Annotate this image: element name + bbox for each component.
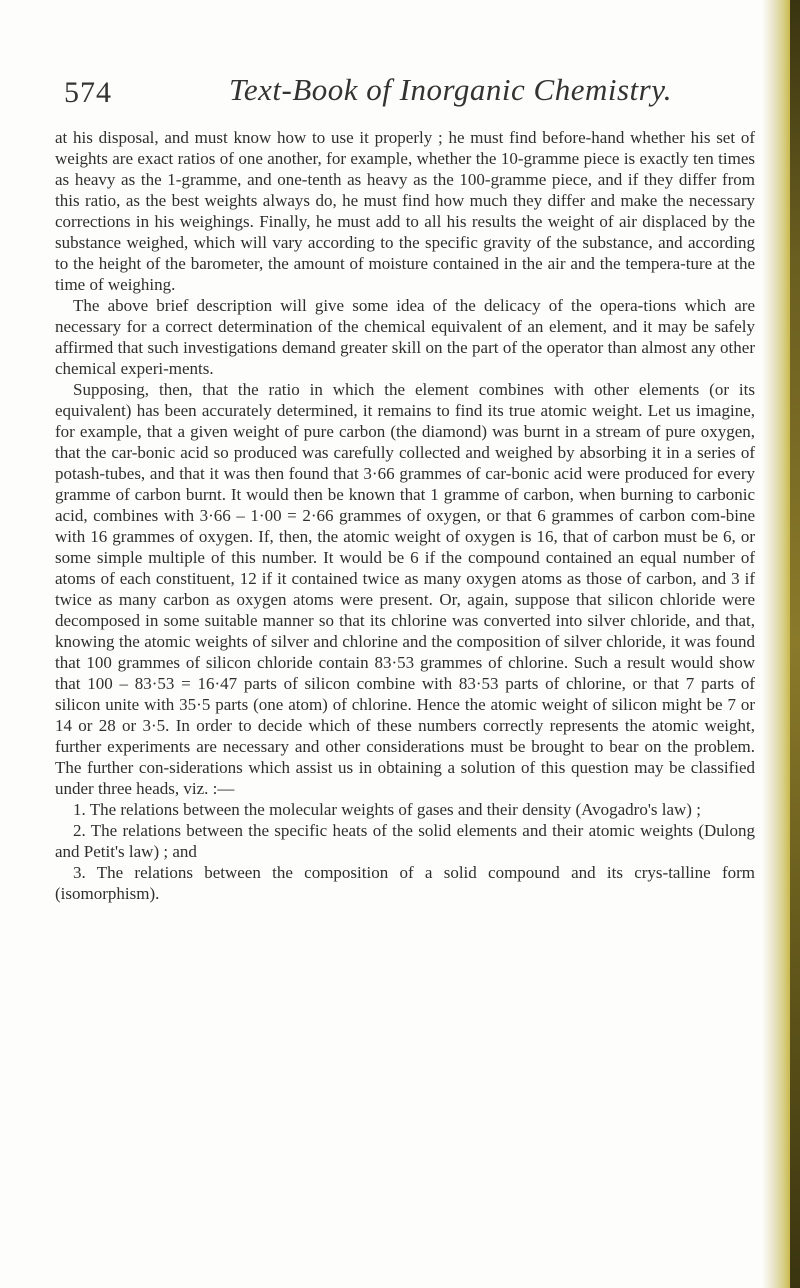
page-edge-binding [790, 0, 800, 1288]
running-title: Text-Book of Inorganic Chemistry. [229, 72, 672, 107]
page-number: 574 [64, 76, 112, 109]
considerations-list [55, 799, 755, 904]
list-item: 2. The relations between the specific heats of the solid elements and their atomic weights (Dulong and Petit's law) ; and [55, 821, 755, 861]
paragraph: The above brief description will give some idea of the delicacy of the opera-tions which are necessary for a correct determination of the chemical equivalent of an element, and it may be safely affirmed that such investigations demand greater skill on the part of the operator than almost any other chemical experi-ments. [55, 296, 755, 378]
list-item: 3. The relations between the composition of a solid compound and its crys-talline form (isomorphism). [55, 863, 755, 903]
list-item: 1. The relations between the molecular weights of gases and their density (Avogadro's law) ; [73, 800, 701, 819]
page-header [64, 72, 754, 116]
paragraph: at his disposal, and must know how to use it properly ; he must find before-hand whether his set of weights are exact ratios of one another, for example, whether the 10-gramme piece is exactly ten times as heavy as the 1-gramme, and one-tenth as heavy as the 100-gramme piece, and if they differ from this ratio, as the best weights always do, he must find how much they differ and make the necessary corrections in his weighings. Finally, he must add to all his results the weight of air displaced by the substance weighed, which will vary according to the specific gravity of the substance, and according to the height of the barometer, the amount of moisture contained in the air and the tempera-ture at the time of weighing. [55, 128, 755, 294]
paragraph: Supposing, then, that the ratio in which the element combines with other elements (or its equivalent) has been accurately determined, it remains to find its true atomic weight. Let us imagine, for example, that a given weight of pure carbon (the diamond) was burnt in a stream of pure oxygen, that the car-bonic acid so produced was carefully collected and weighed by absorbing it in a series of potash-tubes, and that it was then found that 3·66 grammes of car-bonic acid were produced for every gramme of carbon burnt. It would then be known that 1 gramme of carbon, when burning to carbonic acid, combines with 3·66 – 1·00 = 2·66 grammes of oxygen, or that 6 grammes of carbon com-bine with 16 grammes of oxygen. If, then, the atomic weight of oxygen is 16, that of carbon must be 6, or some simple multiple of this number. It would be 6 if the compound contained an equal number of atoms of each constituent, 12 if it contained twice as many oxygen atoms as those of carbon, and 3 if twice as many carbon as oxygen atoms were present. Or, again, suppose that silicon chloride were decomposed in some suitable manner so that its chlorine was converted into silver chloride, and that, knowing the atomic weights of silver and chlorine and the composition of silver chloride, it was found that 100 grammes of silicon chloride contain 83·53 grammes of chlorine. Such a result would show that 100 – 83·53 = 16·47 parts of silicon combine with 83·53 parts of chlorine, or that 7 parts of silicon unite with 35·5 parts (one atom) of chlorine. Hence the atomic weight of silicon might be 7 or 14 or 28 or 3·5. In order to decide which of these numbers correctly represents the atomic weight, further experiments are necessary and other considerations must be brought to bear on the problem. The further con-siderations which assist us in obtaining a solution of this question may be classified under three heads, viz. :— [55, 380, 755, 798]
body-text [55, 127, 755, 904]
